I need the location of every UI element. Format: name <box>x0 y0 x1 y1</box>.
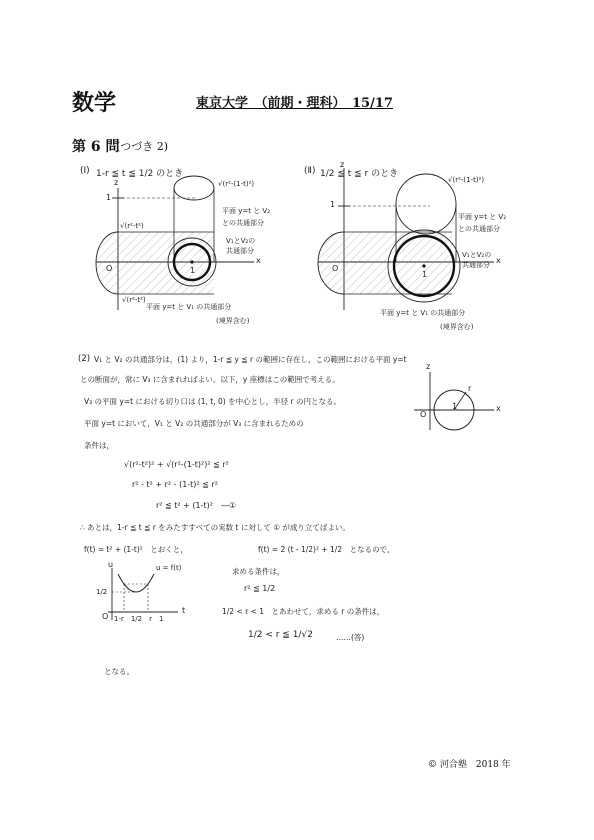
graph-curve-label: u = f(t) <box>156 564 182 572</box>
graph-origin: O <box>102 612 109 621</box>
fig1-axis-x: x <box>256 256 261 265</box>
fig1-note-c: V₁とV₂の <box>226 237 256 245</box>
circle-axis-x: x <box>496 404 501 413</box>
part2-line2: との断面が，常に V₃ に含まれればよい。以下，y 座標はこの範囲で考える。 <box>80 375 340 384</box>
fig2-origin: O <box>332 264 339 273</box>
fig2-note-b: との共通部分 <box>458 225 500 233</box>
fig1-case-label: (Ⅰ) <box>80 166 90 176</box>
fig2-axis-z: z <box>340 160 345 169</box>
fig2-left-circle <box>318 232 344 294</box>
fig1-note-b: との共通部分 <box>222 219 264 227</box>
condition-heading: 求める条件は， <box>232 567 285 576</box>
answer-tag: ……(答) <box>336 633 365 642</box>
graph-tick-labels: 1-r 1/2 r 1 <box>114 615 164 623</box>
fig1-tick-1: 1 <box>106 193 112 202</box>
part2-line5: 条件は， <box>84 441 114 450</box>
graph-parabola <box>118 574 154 592</box>
fig1-note-e: 平面 y=t と V₁ の共通部分 <box>146 303 232 311</box>
graph-u-label: u <box>108 560 114 569</box>
fig2-tick-1: 1 <box>330 200 336 209</box>
circle-label-r: r <box>468 384 472 393</box>
fig1-case-condition: 1-r ≦ t ≦ 1/2 のとき <box>96 169 184 179</box>
fig1-note-d: 共通部分 <box>226 247 254 255</box>
fig1-axis-z: z <box>114 178 119 187</box>
fig1-note-f: (境界含む) <box>216 317 250 325</box>
fig1-point: 1 <box>190 266 196 275</box>
fig1-sqrt-bottom: √(r²-t²) <box>122 296 146 304</box>
exam-header: 東京大学 （前期・理科） 15/17 <box>196 96 393 111</box>
part2-line7b: f(t) = 2 (t - 1/2)² + 1/2 となるので， <box>258 545 395 554</box>
fig2-case-condition: 1/2 ≦ t ≦ r のとき <box>320 169 399 179</box>
circle-origin: O <box>420 410 427 419</box>
graph-t-label: t <box>182 606 186 615</box>
fig2-point: 1 <box>422 270 428 279</box>
part2-label: (2) <box>78 354 91 364</box>
condition-equation: r² ≦ 1/2 <box>244 584 276 593</box>
fig1-top-ellipse <box>174 176 214 200</box>
closing-text: となる。 <box>104 667 134 676</box>
fig2-note-a: 平面 y=t と V₂ <box>458 213 507 221</box>
part2-line1: V₁ と V₂ の共通部分は，(1) より，1-r ≦ y ≦ r の範囲に存在し，この範囲における平面 y=t <box>94 355 407 364</box>
fig1-origin: O <box>106 264 113 273</box>
fig2-case-label: (Ⅱ) <box>304 166 316 176</box>
fig2-note-c: V₁とV₂の <box>462 251 492 259</box>
question-title: 第 6 問 <box>72 139 120 155</box>
fig2-note-d: 共通部分 <box>462 261 490 269</box>
fig1-sqrt-left: √(r²-t²) <box>120 222 144 230</box>
circle-label-1: 1 <box>452 402 458 411</box>
fig2-axis-x: x <box>496 256 501 265</box>
part2-eq3: r² ≦ t² + (1-t)² ―① <box>156 501 237 510</box>
part2-eq2: r² - t² + r² - (1-t)² ≦ r² <box>132 480 218 489</box>
graph-half-label: 1/2 <box>96 588 108 596</box>
part2-line6: ∴ あとは，1-r ≦ t ≦ r をみたすすべての実数 t に対して ① が成り立てばよい。 <box>80 523 350 532</box>
fig1-note-a: 平面 y=t と V₂ <box>222 207 271 215</box>
fig2-note-e: 平面 y=t と V₁ の共通部分 <box>380 309 466 317</box>
final-answer: 1/2 < r ≦ 1/√2 <box>248 630 313 640</box>
fig1-sqrt-top: √(r²-(1-t)²) <box>218 180 255 188</box>
circle-axis-z: z <box>426 362 431 371</box>
fig2-sqrt-top: √(r²-(1-t)²) <box>448 176 485 184</box>
fig2-note-f: (境界含む) <box>440 323 474 331</box>
part2-line4: 平面 y=t において，V₁ と V₂ の共通部分が V₃ に含まれるための <box>84 419 304 428</box>
part2-line3: V₃ の平面 y=t における切り口は (1, t, 0) を中心とし，半径 r の円となる。 <box>84 397 341 406</box>
question-subtitle: (つづき 2) <box>116 140 169 153</box>
part2-eq1: √(r²-t²)² + √(r²-(1-t)²)² ≦ r² <box>124 460 229 469</box>
condition-line: 1/2 < r < 1 とあわせて，求める r の条件は， <box>222 607 385 616</box>
copyright: © 河合塾 2018 年 <box>428 760 511 770</box>
part2-line7: f(t) = t² + (1-t)² とおくと， <box>84 545 188 554</box>
fig2-top-circle <box>396 174 456 234</box>
fig1-left-circle <box>96 232 118 294</box>
subject-title: 数学 <box>72 91 117 116</box>
